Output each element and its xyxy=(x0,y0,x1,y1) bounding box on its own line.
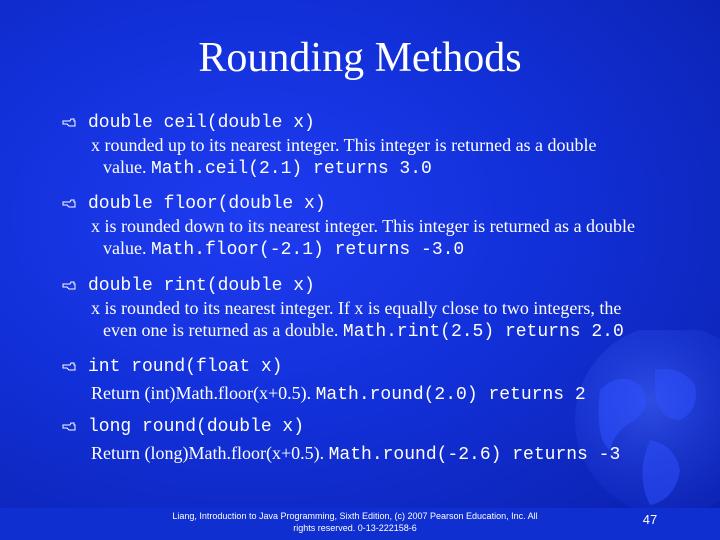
code-example: Math.round(2.0) returns 2 xyxy=(315,385,586,405)
slide-title: Rounding Methods xyxy=(198,35,522,81)
description-line: x is rounded to its nearest integer. If x is equally close to two integers, the xyxy=(91,298,622,318)
pointing-hand-icon xyxy=(62,362,76,372)
method-signature: long round(double x) xyxy=(88,417,305,437)
method-description xyxy=(91,134,712,180)
footer-line: rights reserved. 0-13-222158-6 xyxy=(293,523,417,533)
description-text: even one is returned as a double. xyxy=(103,320,343,340)
description-continuation xyxy=(91,319,712,343)
description-line: x is rounded down to its nearest integer. This integer is returned as a double xyxy=(91,216,636,236)
pointing-hand-icon xyxy=(62,281,76,291)
description-text: value. xyxy=(103,157,151,177)
description-text: Return (long)Math.floor(x+0.5). xyxy=(91,443,329,463)
description-text: value. xyxy=(103,238,151,258)
description-text: Return (int)Math.floor(x+0.5). xyxy=(91,383,316,403)
footer-credit xyxy=(140,510,570,534)
code-example: Math.ceil(2.1) returns 3.0 xyxy=(150,159,432,179)
description-continuation xyxy=(91,237,712,261)
code-example: Math.rint(2.5) returns 2.0 xyxy=(342,322,624,342)
method-description xyxy=(91,215,712,261)
footer-line: Liang, Introduction to Java Programming, Sixth Edition, (c) 2007 Pearson Education, Inc. All xyxy=(172,511,538,521)
method-signature: double rint(double x) xyxy=(88,276,315,296)
method-description xyxy=(91,382,712,406)
description-line: x rounded up to its nearest integer. This integer is returned as a double xyxy=(91,135,597,155)
method-signature: double ceil(double x) xyxy=(88,113,315,133)
list-item xyxy=(62,356,712,406)
list-item xyxy=(62,416,712,466)
pointing-hand-icon xyxy=(62,118,76,128)
list-item xyxy=(62,193,712,261)
code-example: Math.floor(-2.1) returns -3.0 xyxy=(150,240,465,260)
pointing-hand-icon xyxy=(62,422,76,432)
description-continuation xyxy=(91,156,712,180)
pointing-hand-icon xyxy=(62,199,76,209)
method-description xyxy=(91,297,712,343)
code-example: Math.round(-2.6) returns -3 xyxy=(328,445,621,465)
method-signature: double floor(double x) xyxy=(88,194,326,214)
method-description xyxy=(91,442,712,466)
list-item xyxy=(62,275,712,343)
list-item xyxy=(62,112,712,180)
page-number: 47 xyxy=(642,512,658,527)
method-signature: int round(float x) xyxy=(88,357,283,377)
